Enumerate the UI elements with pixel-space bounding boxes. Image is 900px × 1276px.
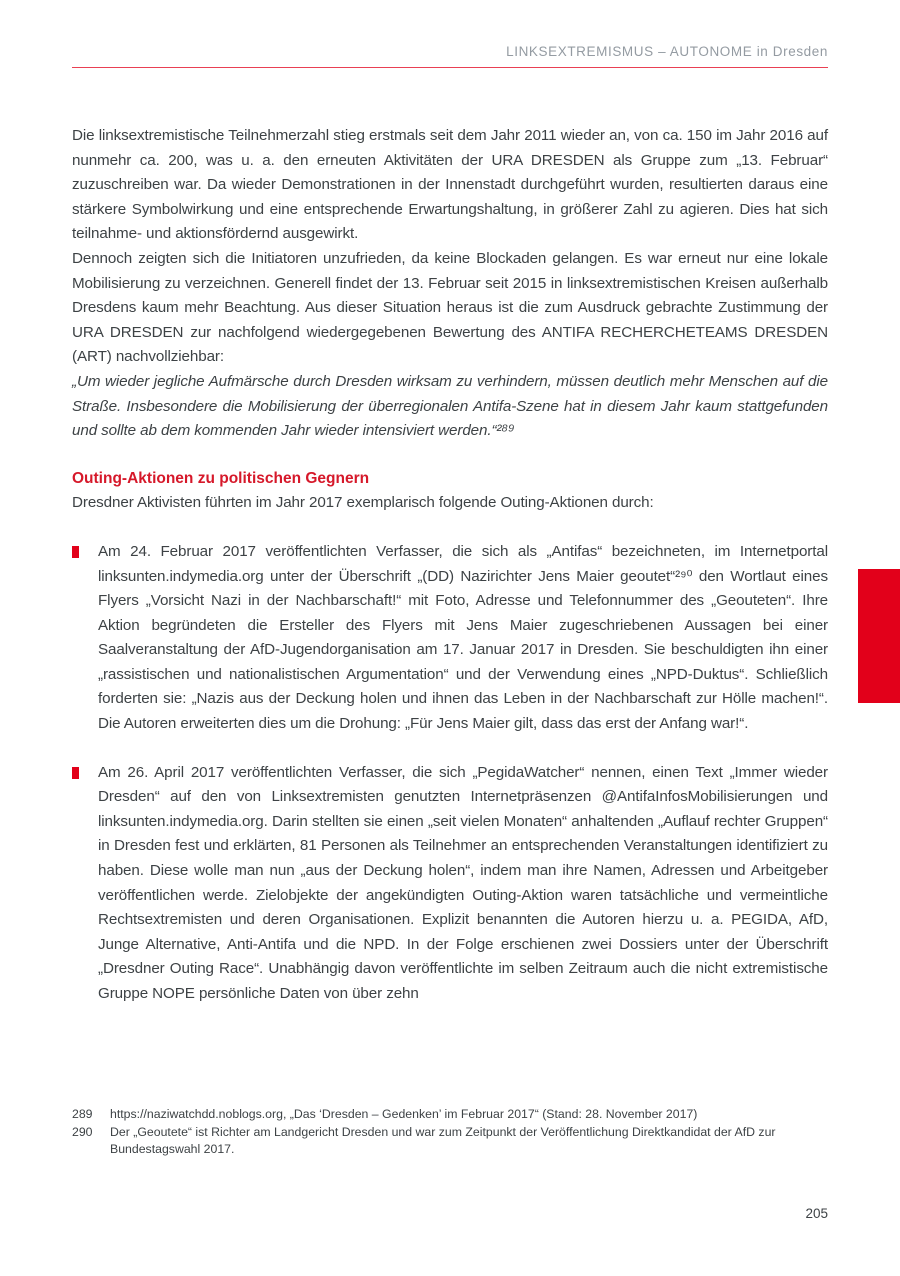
bullet-text: Am 26. April 2017 veröffentlichten Verfasser, die sich „PegidaWatcher“ nennen, einen Text „Immer wieder Dresden“ auf den von Linksextremisten genutzten Internetpräsenzen @AntifaInfosMobilisierungen und linksunten.indymedia.org. Darin stellten sie einen „seit vielen Monaten“ anhaltenden „Auflauf rechter Gruppen“ in Dresden fest und erklärten, 81 Personen als Teilnehmer an entsprechenden Veranstaltungen identifiziert zu haben. Diese wolle man nun „aus der Deckung holen“, indem man ihre Namen, Adressen und Arbeitgeber veröffentlichen werde. Zielobjekte der angekündigten Outing-Aktion waren tatsächliche und vermeintliche Rechtsextremisten und deren Organisationen. Explizit benannten die Autoren hierzu u. a. PEGIDA, AfD, Junge Alternative, Anti-Antifa und die NPD. In der Folge erschienen zwei Dossiers unter der Überschrift „Dresdner Outing Race“. Unabhängig davon veröffentlichte im selben Zeitraum auch die nicht extremistische Gruppe NOPE persönliche Daten von über zehn [98,763,828,1002]
section-intro: Dresdner Aktivisten führten im Jahr 2017 exemplarisch folgende Outing-Aktionen durch: [72,494,654,512]
footnote-number: 290 [72,1124,93,1139]
bullet-square-icon [72,546,79,558]
page-number: 205 [805,1206,828,1221]
block-quote: „Um wieder jegliche Aufmärsche durch Dresden wirksam zu verhindern, müssen deutlich mehr Menschen auf die Straße. Insbesondere die Mobilisierung der überregionalen Antifa-Szene hat in diesem Jahr kaum stattgefunden und sollte ab dem kommenden Jahr wieder intensiviert werden.“²⁸⁹ [72,372,828,440]
footnote-number: 289 [72,1107,93,1121]
footnote-item [72,1106,828,1124]
header-rule [72,67,828,68]
body-paragraph-1: Die linksextremistische Teilnehmerzahl stieg erstmals seit dem Jahr 2011 wieder an, von ca. 150 im Jahr 2016 auf nunmehr ca. 200, was u. a. den erneuten Aktivitäten der URA DRESDEN als Gruppe zum „13. Februar“ zuzuschreiben war. Da wieder Demonstrationen in der Innenstadt durchgeführt wurden, resultierten daraus eine stärkere Symbolwirkung und eine entsprechende Erwartungshaltung, in größerer Zahl zu agieren. Dies hat sich teilnahme- und aktionsfördernd ausgewirkt. [72,127,828,243]
body-paragraph-2: Dennoch zeigten sich die Initiatoren unzufrieden, da keine Blockaden gelangen. Es war erneut nur eine lokale Mobilisierung zu verzeichnen. Generell findet der 13. Februar seit 2015 in linksextremistischen Kreisen außerhalb Dresdens kaum mehr Beachtung. Aus dieser Situation heraus ist die zum Ausdruck gebrachte Zustimmung der URA DRESDEN zur nachfolgend wiedergegebenen Bewertung des ANTIFA RECHERCHETEAMS DRESDEN (ART) nachvollziehbar: [72,249,828,366]
bullet-item [72,540,828,737]
bullet-square-icon [72,767,79,779]
running-header: LINKSEXTREMISMUS – AUTONOME in Dresden [506,44,828,59]
bullet-item [72,761,828,1007]
footnote-text: https://naziwatchdd.noblogs.org, „Das ‘Dresden – Gedenken’ im Februar 2017“ (Stand: 28. November 2017) [110,1107,698,1121]
section-heading: Outing-Aktionen zu politischen Gegnern [72,469,370,487]
footnote-item [72,1124,828,1159]
footnotes-block [72,1106,828,1159]
chapter-edge-tab [858,569,900,703]
bullet-list [72,540,828,1007]
bullet-text: Am 24. Februar 2017 veröffentlichten Verfasser, die sich als „Antifas“ bezeichneten, im Internetportal linksunten.indymedia.org unter der Überschrift „(DD) Nazirichter Jens Maier geoutet“²⁹⁰ den Wortlaut eines Flyers „Vorsicht Nazi in der Nachbarschaft!“ mit Foto, Adresse und Telefonnummer des „Geouteten“. Ihre Aktion begründeten die Ersteller des Flyers mit Jens Maier zugeschriebenen Aussagen bei einer Saalveranstaltung der AfD-Jugendorganisation am 17. Januar 2017 in Dresden. Sie beschuldigten ihn einer „rassistischen und nationalistischen Argumentation“ und der Verwendung eines „NPD-Duktus“. Schließlich forderten sie: „Nazis aus der Deckung holen und ihnen das Leben in der Nachbarschaft zur Hölle machen!“. Die Autoren erweiterten dies um die Drohung: „Für Jens Maier gilt, dass das erst der Anfang war!“. [98,542,828,733]
page-body [72,124,828,1007]
footnote-text: Der „Geoutete“ ist Richter am Landgericht Dresden und war zum Zeitpunkt der Veröffentlichung Direktkandidat der AfD zur Bundestagswahl 2017. [110,1124,776,1156]
